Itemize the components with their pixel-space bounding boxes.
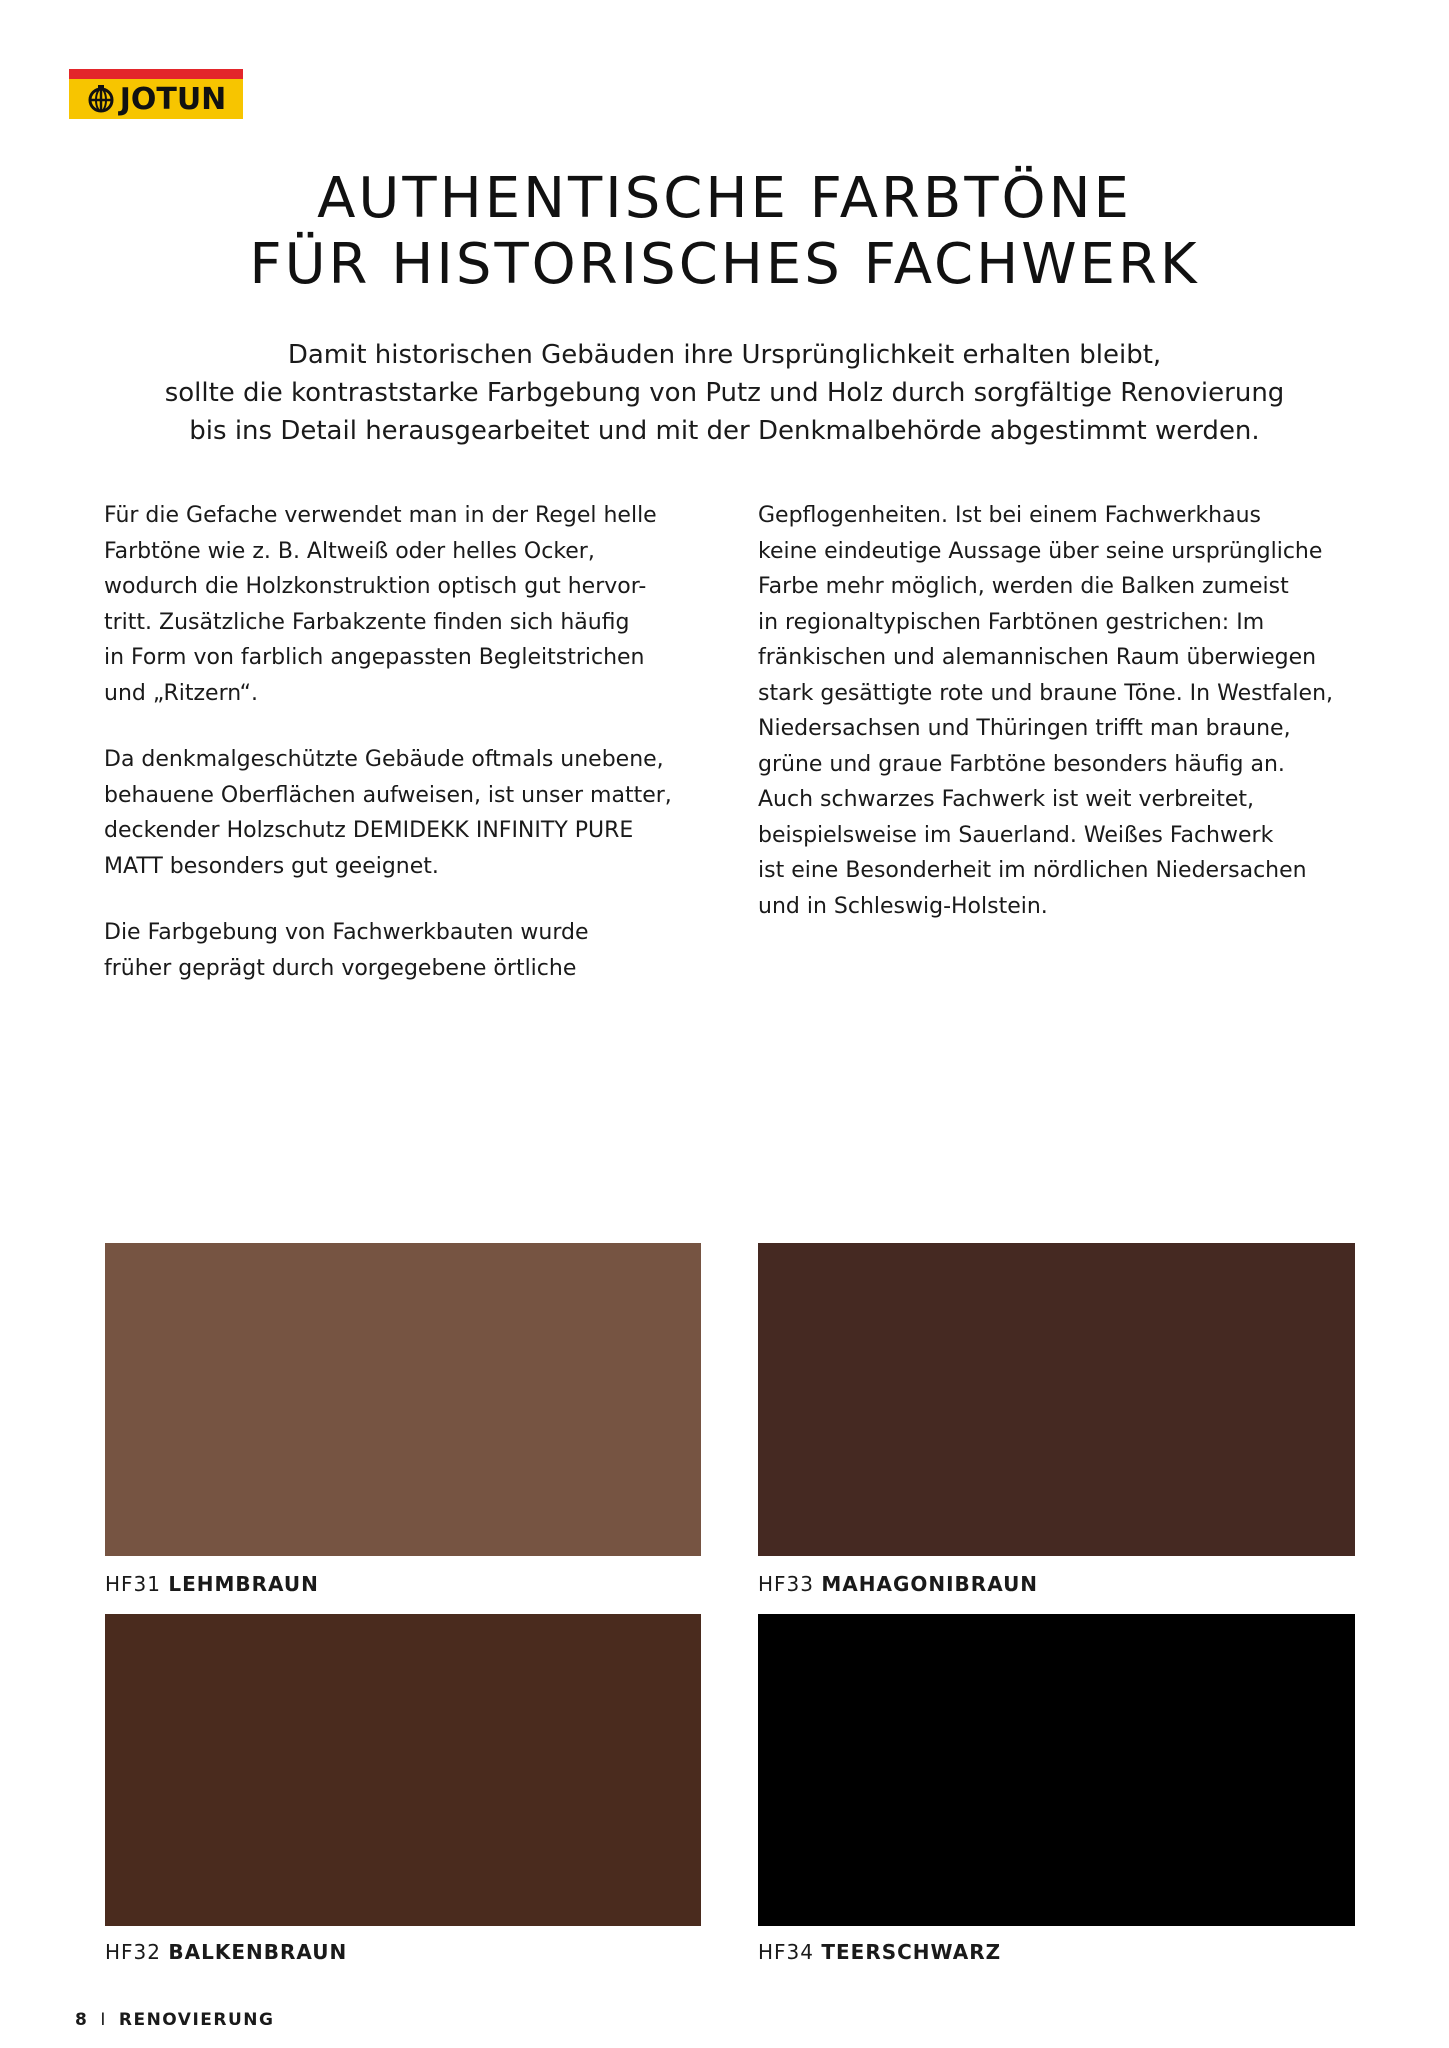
page-number: 8 (75, 2010, 89, 2030)
swatch-code: HF32 (105, 1940, 161, 1964)
page-title (0, 166, 1449, 298)
swatch-code: HF34 (758, 1940, 814, 1964)
text-line: keine eindeutige Aussage über seine ursprüngliche (758, 538, 1323, 564)
text-line: fränkischen und alemannischen Raum überwiegen (758, 645, 1317, 670)
text-line: tritt. Zusätzliche Farbakzente finden sich häufig (104, 609, 630, 635)
jotun-globe-icon (86, 84, 116, 114)
swatch-caption (105, 1572, 319, 1596)
intro-text (0, 336, 1449, 450)
text-line: in Form von farblich angepassten Begleitstrichen (104, 645, 645, 670)
text-line: deckender Holzschutz DEMIDEKK INFINITY PURE (104, 818, 634, 843)
text-line: und „Ritzern“. (104, 680, 258, 706)
title-line-2: FÜR HISTORISCHES FACHWERK (249, 232, 1200, 297)
text-line: Niedersachsen und Thüringen trifft man braune, (758, 716, 1291, 741)
paragraph (758, 498, 1358, 924)
color-swatch-hf31 (105, 1243, 701, 1556)
swatch-name: MAHAGONIBRAUN (821, 1572, 1039, 1596)
text-line: Die Farbgebung von Fachwerkbauten wurde (104, 920, 589, 945)
intro-line: sollte die kontraststarke Farbgebung von Putz und Holz durch sorgfältige Renovierung (164, 378, 1285, 408)
swatch-code: HF31 (105, 1572, 161, 1596)
footer-separator: I (100, 2010, 107, 2030)
intro-line: Damit historischen Gebäuden ihre Ursprünglichkeit erhalten bleibt, (287, 340, 1162, 370)
color-swatch-hf32 (105, 1614, 701, 1926)
swatch-caption (105, 1940, 347, 1964)
paragraph (104, 498, 724, 711)
color-swatch-hf34 (758, 1614, 1355, 1926)
text-line: beispielsweise im Sauerland. Weißes Fachwerk (758, 822, 1274, 848)
text-line: in regionaltypischen Farbtönen gestrichen: Im (758, 609, 1265, 635)
text-line: früher geprägt durch vorgegebene örtliche (104, 955, 577, 981)
body-column-right (758, 498, 1358, 955)
logo-stripe (69, 69, 243, 79)
text-line: stark gesättigte rote und braune Töne. In Westfalen, (758, 680, 1334, 706)
paragraph (104, 742, 724, 884)
text-line: Für die Gefache verwendet man in der Regel helle (104, 503, 657, 528)
text-line: wodurch die Holzkonstruktion optisch gut hervor- (104, 574, 647, 599)
paragraph (104, 915, 724, 986)
text-line: Auch schwarzes Fachwerk ist weit verbreitet, (758, 787, 1255, 812)
title-line-1: AUTHENTISCHE FARBTÖNE (317, 166, 1132, 231)
swatch-name: LEHMBRAUN (168, 1572, 319, 1596)
text-line: grüne und graue Farbtöne besonders häufig an. (758, 751, 1285, 777)
swatch-caption (758, 1572, 1038, 1596)
swatch-name: BALKENBRAUN (168, 1940, 348, 1964)
text-line: Farbtöne wie z. B. Altweiß oder helles Ocker, (104, 538, 595, 564)
text-line: Farbe mehr möglich, werden die Balken zumeist (758, 574, 1289, 599)
intro-line: bis ins Detail herausgearbeitet und mit der Denkmalbehörde abgestimmt werden. (189, 416, 1260, 446)
logo-wordmark: JOTUN (119, 81, 227, 117)
text-line: Da denkmalgeschützte Gebäude oftmals unebene, (104, 747, 664, 772)
swatch-name: TEERSCHWARZ (821, 1940, 1002, 1964)
swatch-caption (758, 1940, 1001, 1964)
text-line: MATT besonders gut geeignet. (104, 853, 439, 879)
section-name: RENOVIERUNG (118, 2010, 275, 2030)
page-footer (75, 2010, 274, 2030)
logo-box (69, 79, 243, 119)
swatch-code: HF33 (758, 1572, 814, 1596)
body-column-left (104, 498, 724, 1017)
text-line: Gepflogenheiten. Ist bei einem Fachwerkhaus (758, 503, 1262, 528)
text-line: behauene Oberflächen aufweisen, ist unser matter, (104, 782, 672, 808)
text-line: und in Schleswig-Holstein. (758, 893, 1048, 919)
color-swatch-hf33 (758, 1243, 1355, 1556)
jotun-logo (69, 69, 243, 119)
text-line: ist eine Besonderheit im nördlichen Niedersachen (758, 858, 1307, 883)
